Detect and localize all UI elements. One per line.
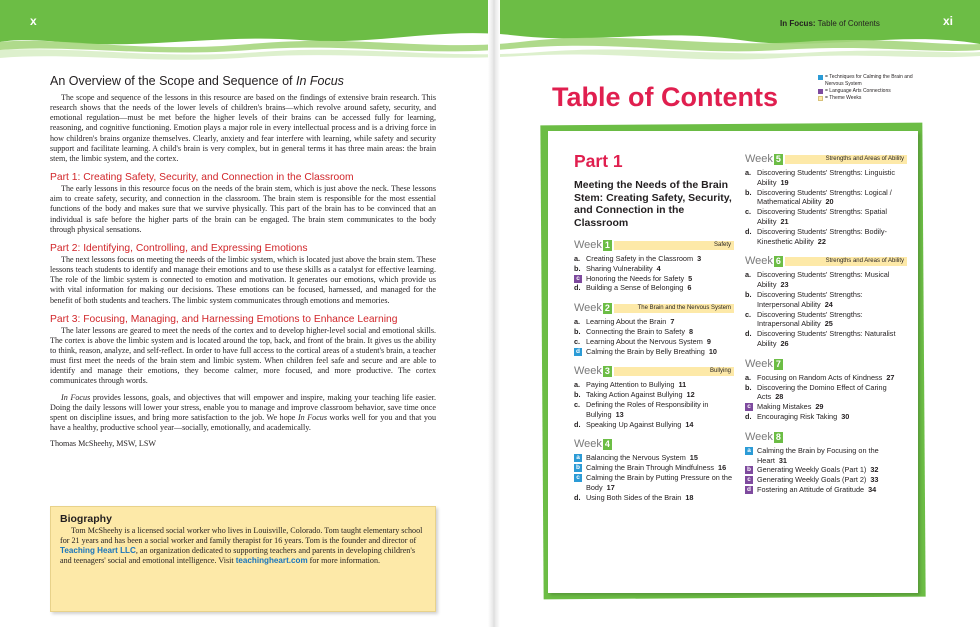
part-1-heading: Part 1: Creating Safety, Security, and Connection in the Classroom	[50, 172, 354, 184]
lesson-letter: d	[574, 348, 582, 356]
lesson-letter: b	[574, 464, 582, 472]
part-label: Part 1	[574, 151, 623, 171]
week-header	[745, 356, 907, 370]
week-7	[745, 356, 907, 422]
lesson-title: Discovering Students' Strengths: Interpersonal Ability 24	[757, 289, 863, 309]
lesson-title: Creating Safety in the Classroom 3	[586, 254, 702, 263]
lesson-letter: a.	[574, 254, 581, 263]
biography-box	[50, 506, 436, 612]
lesson-entry[interactable]	[745, 290, 907, 310]
lesson-title: Encouraging Risk Taking 30	[757, 411, 850, 421]
lesson-page: 18	[685, 492, 694, 502]
lesson-title: Calming the Brain Through Mindfulness 16	[586, 463, 727, 473]
week-header	[745, 429, 907, 443]
right-page-number: xi	[943, 14, 954, 28]
lesson-title: Building a Sense of Belonging 6	[586, 283, 692, 293]
lesson-title: Discovering Students' Strengths: Linguistic Ability 19	[757, 168, 896, 187]
lesson-entry[interactable]	[574, 420, 734, 430]
part-2-heading: Part 2: Identifying, Controlling, and Expressing Emotions	[50, 242, 308, 254]
lesson-title: Calming the Brain by Putting Pressure on the Body 17	[586, 472, 733, 492]
week-number-badge: 7	[775, 358, 781, 369]
lesson-letter: d	[745, 486, 753, 494]
lesson-entry[interactable]	[574, 317, 734, 327]
lesson-page: 15	[689, 453, 698, 463]
running-head: In Focus: Table of Contents	[780, 19, 880, 28]
lesson-page: 3	[697, 254, 702, 263]
left-page-number: x	[30, 14, 37, 28]
part-2-text: The next lessons focus on meeting the needs of the limbic system, which is located just above the brain stem. These lessons teach students to identify and manage their emotions and to use these skills as a catalyst for effective learning. The role of the limbic system is connected to emotion and motivation. It generates our emotions, which provide us with vital information for making our decisions. These emotions can be focused, harnessed, and managed for the benefit of both students and teachers. The limbic system communicates through emotions and memories.	[50, 254, 436, 305]
biography-title: Biography	[60, 513, 112, 525]
lesson-entry[interactable]	[574, 380, 734, 390]
overview-title: An Overview of the Scope and Sequence of In Focus	[50, 74, 344, 88]
lesson-letter: d.	[745, 411, 752, 421]
week-5	[745, 151, 907, 246]
lesson-title: Discovering Students' Strengths: Bodily-Kinesthetic Ability 22	[757, 226, 887, 246]
lesson-title: Calming the Brain by Focusing on the Heart 31	[757, 445, 879, 465]
lesson-page: 8	[688, 326, 694, 336]
lesson-entry[interactable]	[745, 485, 907, 495]
week-theme: Strengths and Areas of Ability	[785, 257, 907, 266]
closing-paragraph: In Focus provides lessons, goals, and objectives that will empower and inspire, making your teaching life easier. Doing the daily lessons will lower your stress, enable you to manage and improve classroom behavior, save time once spent on discipline issues, and bring more satisfaction to the job. We hope In Focus works well for you and that you have a healthy, productive school year—socially, emotionally, and academically.	[50, 392, 436, 433]
week-1	[574, 237, 734, 293]
lesson-title: Making Mistakes 29	[757, 402, 824, 412]
lesson-title: Learning About the Nervous System 9	[586, 336, 711, 346]
lesson-title: Using Both Sides of the Brain 18	[586, 492, 694, 502]
lesson-entry[interactable]	[745, 412, 907, 422]
week-4	[574, 436, 734, 502]
lesson-entry[interactable]	[574, 400, 734, 420]
week-number-badge: 8	[775, 431, 781, 442]
week-theme: Bullying	[614, 367, 734, 376]
lesson-entry[interactable]	[574, 493, 734, 503]
lesson-title: Generating Weekly Goals (Part 1) 32	[757, 465, 879, 475]
lesson-entry[interactable]	[745, 270, 907, 290]
lesson-entry[interactable]	[574, 283, 734, 293]
lesson-entry[interactable]	[745, 329, 907, 349]
week-header	[745, 253, 907, 267]
week-number-badge: 4	[604, 439, 610, 450]
part-description: Meeting the Needs of the Brain Stem: Creating Safety, Security, and Connection in the Classroom	[574, 179, 732, 229]
toc-title: Table of Contents	[552, 82, 778, 112]
lesson-letter: d.	[574, 419, 581, 429]
lesson-entry[interactable]	[574, 453, 734, 463]
lesson-page: 28	[775, 392, 784, 402]
toc-column-right	[745, 151, 907, 502]
week-number-badge: 2	[604, 303, 610, 314]
signature: Thomas McSheehy, MSW, LSW	[50, 439, 156, 449]
week-2	[574, 300, 734, 356]
lesson-letter: a	[574, 454, 582, 462]
lesson-entry[interactable]	[745, 465, 907, 475]
lesson-title: Balancing the Nervous System 15	[586, 453, 698, 463]
lesson-letter: a.	[574, 380, 581, 390]
week-number-badge: 5	[775, 154, 781, 164]
lesson-entry[interactable]	[574, 274, 734, 284]
toc-column-left	[574, 151, 734, 509]
week-header	[574, 363, 734, 377]
lesson-page: 25	[824, 319, 833, 329]
lesson-title: Focusing on Random Acts of Kindness 27	[757, 372, 895, 382]
week-number-badge: 1	[604, 240, 610, 250]
lesson-page: 11	[678, 380, 687, 390]
lesson-entry[interactable]	[745, 475, 907, 485]
part-3-heading: Part 3: Focusing, Managing, and Harnessing Emotions to Enhance Learning	[50, 313, 398, 325]
lesson-page: 4	[656, 263, 661, 273]
week-label: Week	[574, 239, 602, 251]
lesson-page: 12	[686, 390, 695, 400]
lesson-letter: a	[745, 447, 753, 455]
week-3	[574, 363, 734, 429]
lesson-title: Calming the Brain by Belly Breathing 10	[586, 346, 717, 356]
lesson-title: Speaking Up Against Bullying 14	[586, 419, 694, 429]
lesson-title: Generating Weekly Goals (Part 2) 33	[757, 475, 879, 485]
lesson-title: Fostering an Attitude of Gratitude 34	[757, 484, 877, 494]
lesson-letter: c	[574, 474, 582, 482]
lesson-entry[interactable]	[745, 168, 907, 188]
week-number-badge: 6	[775, 256, 781, 267]
part-1-text: The early lessons in this resource focus on the needs of the brain stem, which is just above the neck. These lessons aim to create safety, security, and connection in the classroom. The brain stem is responsible for the most essential functions of the body and makes sure that we survive physically. This part of the brain has to be convinced that an individual is safe before the higher parts of the brain can be engaged. The brain stem communicates to the body through physical sensations.	[50, 184, 436, 234]
lesson-entry[interactable]	[574, 463, 734, 473]
lesson-page: 33	[870, 475, 879, 485]
biography-text: Tom McSheehy is a licensed social worker who lives in Louisville, Colorado. Tom taught elementary school for 21 years and has been a social worker and family therapist for 16 years. Tom is the founder and director of Teaching Heart LLC, an organization dedicated to supporting teachers and parents in developing children's and teenagers' social and emotional intelligence. Visit teachingheart.com for more information.	[60, 526, 423, 566]
lesson-entry[interactable]	[745, 188, 907, 208]
lesson-page: 13	[615, 409, 624, 419]
lesson-letter: a.	[745, 168, 752, 177]
lesson-title: Discovering Students' Strengths: Musical Ability 23	[757, 270, 890, 290]
yellow-swatch	[818, 96, 823, 101]
legend-item-calming: = Techniques for Calming the Brain and Nervous System	[818, 74, 917, 88]
lesson-page: 5	[688, 273, 693, 283]
lesson-title: Honoring the Needs for Safety 5	[586, 273, 693, 283]
lesson-entry[interactable]	[745, 446, 907, 466]
lesson-title: Defining the Roles of Responsibility in Bullying 13	[586, 399, 709, 419]
lesson-entry[interactable]	[574, 347, 734, 357]
week-8	[745, 429, 907, 495]
lesson-page: 24	[824, 299, 833, 309]
teaching-heart-link: Teaching Heart LLC	[60, 546, 136, 556]
lesson-page: 31	[778, 455, 787, 465]
lesson-title: Discovering Students' Strengths: Intrapersonal Ability 25	[757, 309, 863, 329]
lesson-page: 26	[780, 338, 789, 348]
purple-swatch	[818, 89, 823, 94]
legend	[818, 74, 917, 102]
lesson-page: 16	[718, 463, 727, 473]
week-theme: The Brain and the Nervous System	[614, 304, 734, 313]
week-label: Week	[574, 365, 602, 378]
lesson-letter: b.	[745, 289, 752, 299]
lesson-letter: a.	[745, 270, 752, 280]
book-gutter	[488, 0, 500, 627]
lesson-entry[interactable]	[574, 390, 734, 400]
week-label: Week	[745, 430, 773, 443]
lesson-letter: c.	[574, 399, 581, 409]
week-theme	[785, 433, 907, 442]
lesson-page: 14	[685, 419, 694, 429]
lesson-letter: d.	[745, 226, 752, 236]
lesson-entry[interactable]	[745, 402, 907, 412]
lesson-letter: b.	[745, 382, 752, 392]
lesson-page: 20	[825, 197, 834, 207]
lesson-title: Discovering Students' Strengths: Spatial Ability 21	[757, 207, 887, 226]
lesson-page: 22	[817, 236, 826, 246]
week-header	[574, 436, 734, 450]
lesson-entry[interactable]	[574, 254, 734, 264]
lesson-page: 34	[868, 484, 877, 494]
lesson-page: 27	[886, 372, 895, 382]
lesson-page: 21	[780, 216, 789, 226]
week-theme	[614, 440, 734, 449]
lesson-letter: c.	[745, 207, 752, 217]
lesson-page: 9	[706, 336, 711, 346]
lesson-entry[interactable]	[745, 373, 907, 383]
lesson-letter: d.	[574, 492, 581, 502]
lesson-entry[interactable]	[745, 227, 907, 247]
lesson-entry[interactable]	[745, 383, 907, 403]
lesson-title: Learning About the Brain 7	[586, 317, 675, 327]
lesson-page: 32	[870, 465, 879, 475]
week-header	[745, 151, 907, 165]
lesson-letter: c.	[745, 309, 752, 319]
lesson-title: Discovering Students' Strengths: Naturalist Ability 26	[757, 329, 896, 348]
week-label: Week	[745, 255, 773, 268]
lesson-letter: d.	[574, 283, 581, 293]
lesson-letter: b.	[574, 390, 581, 400]
week-header	[574, 237, 734, 251]
week-6	[745, 253, 907, 348]
lesson-letter: b.	[574, 263, 581, 273]
lesson-title: Discovering Students' Strengths: Logical / Mathematical Ability 20	[757, 187, 892, 207]
lesson-page: 23	[780, 280, 789, 290]
lesson-page: 19	[780, 177, 789, 187]
overview-intro: The scope and sequence of the lessons in this resource are based on the findings of extensive brain research. This research shows that the needs of the lower levels of children's brains—which revolve around safety, security, and emotional regulation—must be met before the higher levels of their brains can be accessed fully for learning, reasoning, and cognitive functioning. Emotion plays a major role in every intellectual process and is a driving force in how children's brains organize themselves. Clearly, anxiety and fear interfere with learning, while safety and security support and facilitate learning. A child's brain is very complex, but in general terms it has three main areas: the brain stem, the limbic system, and the cortex.	[50, 93, 436, 163]
week-label: Week	[745, 153, 773, 165]
lesson-entry[interactable]	[745, 310, 907, 330]
lesson-title: Paying Attention to Bullying 11	[586, 380, 687, 390]
lesson-letter: c	[745, 476, 753, 484]
lesson-page: 6	[687, 283, 692, 293]
week-theme: Strengths and Areas of Ability	[785, 155, 907, 164]
lesson-letter: b.	[574, 326, 581, 336]
lesson-title: Sharing Vulnerability 4	[586, 263, 661, 273]
lesson-letter: b.	[745, 187, 752, 197]
week-label: Week	[574, 302, 602, 315]
lesson-letter: c	[574, 275, 582, 283]
lesson-entry[interactable]	[574, 327, 734, 337]
lesson-entry[interactable]	[574, 264, 734, 274]
lesson-title: Discovering the Domino Effect of Caring Acts 28	[757, 382, 887, 402]
lesson-entry[interactable]	[745, 207, 907, 227]
lesson-letter: d.	[745, 329, 752, 339]
week-theme	[785, 360, 907, 369]
lesson-page: 30	[841, 411, 850, 421]
lesson-letter: c	[745, 403, 753, 411]
lesson-page: 17	[606, 482, 615, 492]
lesson-page: 7	[670, 317, 675, 327]
week-header	[574, 300, 734, 314]
weeks-1-4	[574, 237, 734, 502]
lesson-page: 10	[708, 346, 717, 356]
lesson-letter: b	[745, 466, 753, 474]
website-link: teachingheart.com	[235, 556, 308, 566]
weeks-5-8	[745, 151, 907, 495]
week-label: Week	[745, 357, 773, 370]
week-number-badge: 3	[604, 366, 610, 377]
overview-section	[50, 74, 436, 448]
lesson-page: 29	[815, 402, 824, 412]
lesson-entry[interactable]	[574, 337, 734, 347]
blue-swatch	[818, 75, 823, 80]
part-3-text: The later lessons are geared to meet the needs of the cortex and to develop higher-level social and emotional skills. The cortex is above the limbic system and is located around the top, back, and front of the brain. It gives us the ability to think, reason, analyze, and self-reflect. In order to have full access to the cortical areas of a student's brain, a teacher must first meet the needs of the brain stem and limbic system. When children feel safe and secure and are able to identify and manage their emotions, they become calmer, more focused, and more productive. The cortex communicates through words.	[50, 325, 436, 386]
legend-item-language-arts: = Language Arts Connections	[818, 88, 917, 95]
legend-item-theme-weeks: = Theme Weeks	[818, 95, 917, 102]
lesson-letter: a.	[574, 317, 581, 327]
lesson-title: Taking Action Against Bullying 12	[586, 390, 695, 400]
week-theme: Safety	[614, 241, 734, 250]
lesson-letter: a.	[745, 372, 752, 382]
lesson-letter: c.	[574, 336, 581, 346]
lesson-title: Connecting the Brain to Safety 8	[586, 326, 694, 336]
lesson-entry[interactable]	[574, 473, 734, 493]
week-label: Week	[574, 438, 602, 451]
